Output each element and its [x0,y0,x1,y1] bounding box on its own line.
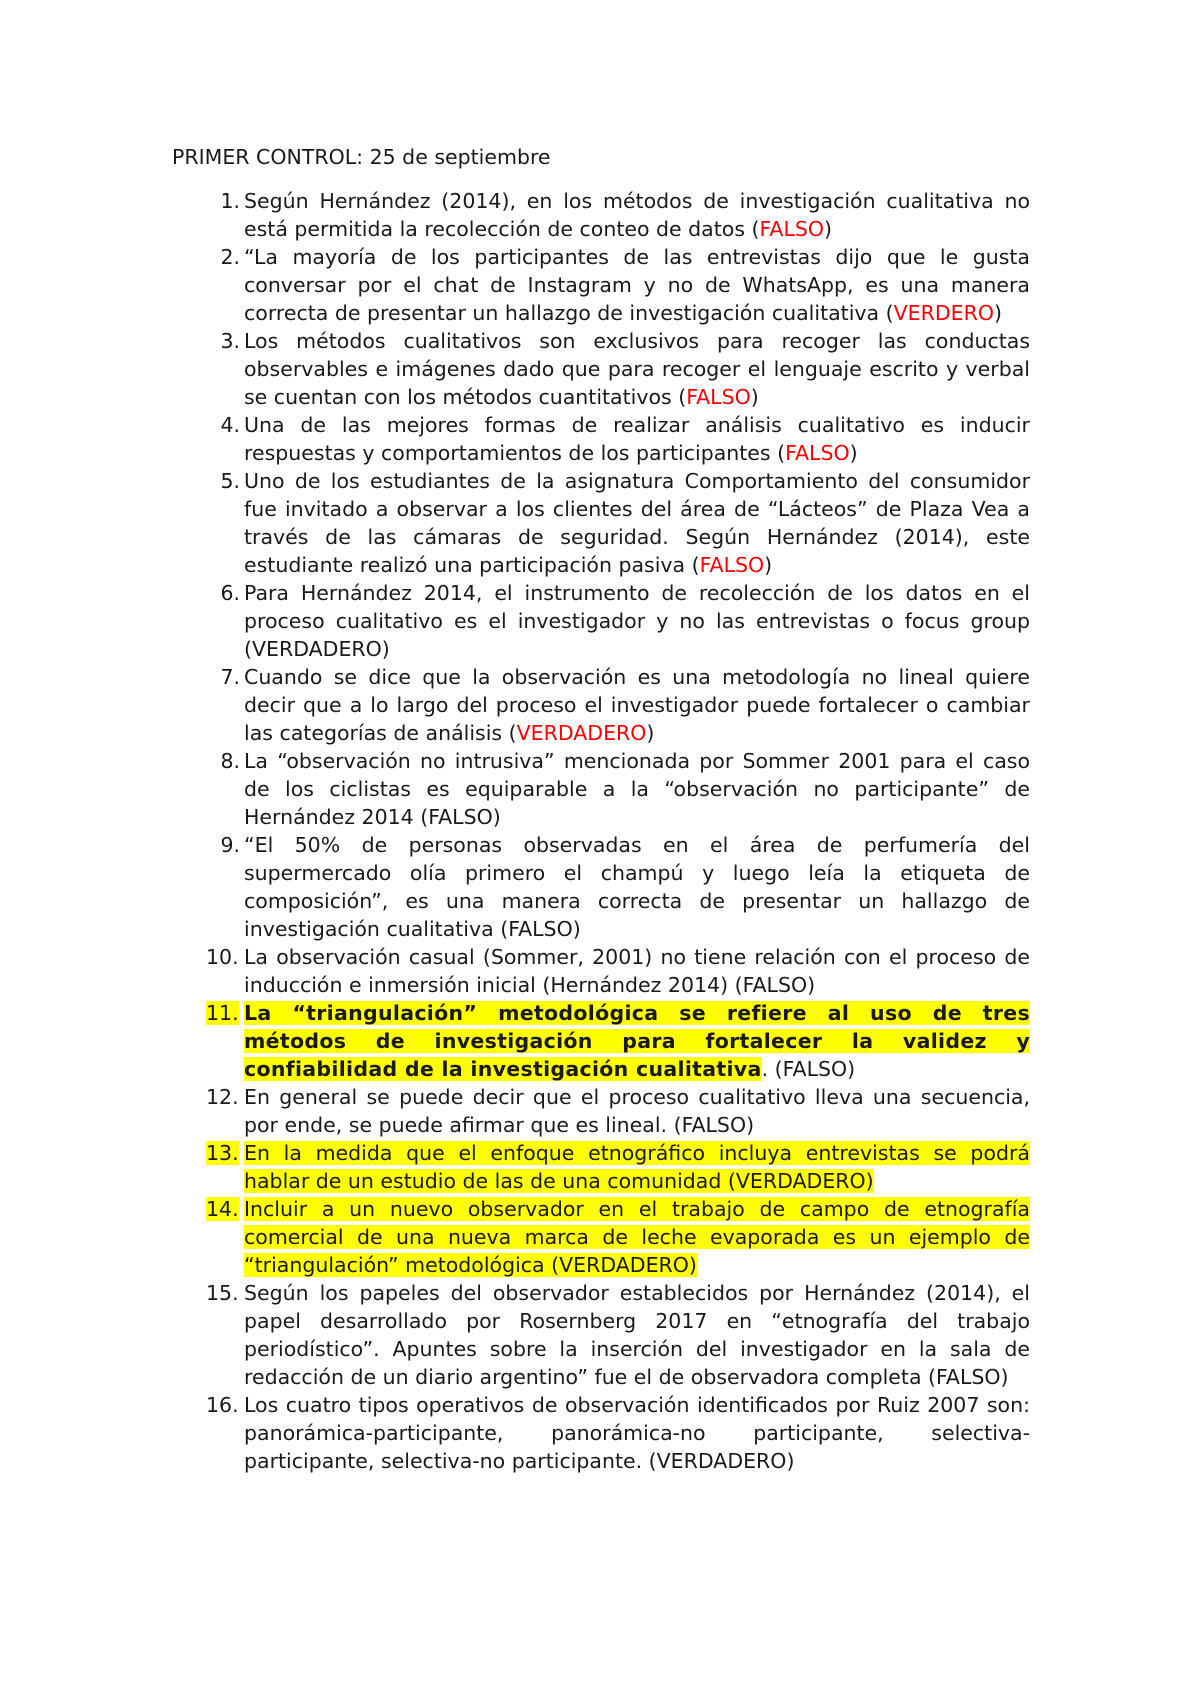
question-number: 16. [206,1393,239,1417]
question-body: Cuando se dice que la observación es una metodología no lineal quiere decir que a lo largo del proceso el investigador puede fortalecer o cambiar las categorías de análisis ( [244,665,1030,745]
answer-close: ) [764,553,773,577]
question-item-13 [0,1139,1030,1195]
question-text: En general se puede decir que el proceso cualitativo lleva una secuencia, por ende, se puede afirmar que es lineal. (FALSO) [244,1085,1030,1137]
question-text [244,243,1030,327]
question-number: 8. [220,749,240,773]
highlighted-bold-text: La “triangulación” metodológica se refiere al uso de tres métodos de investigación para fortalecer la validez y confiabilidad de la investigación cualitativa [244,1001,1030,1081]
question-text: Según los papeles del observador establecidos por Hernández (2014), el papel desarrollado por Rosernberg 2017 en “etnografía del trabajo periodístico”. Apuntes sobre la inserción del investigador en la sala de redacción de un diario argentino” fue el de observadora completa (FALSO) [244,1281,1030,1389]
document-title: PRIMER CONTROL: 25 de septiembre [172,145,551,169]
question-number [0,1195,244,1223]
question-item-12 [0,1083,1030,1139]
answer-close: ) [993,301,1002,325]
question-text: La “observación no intrusiva” mencionada por Sommer 2001 para el caso de los ciclistas es equiparable a la “observación no participante” de Hernández 2014 (FALSO) [244,749,1030,829]
highlighted-number: 11. [206,1001,239,1025]
question-body: Según Hernández (2014), en los métodos de investigación cualitativa no está permitida la recolección de conteo de datos ( [244,189,1030,241]
question-item-4 [0,411,1030,467]
answer-close: ) [646,721,655,745]
question-text: La observación casual (Sommer, 2001) no tiene relación con el proceso de inducción e inmersión inicial (Hernández 2014) (FALSO) [244,945,1030,997]
question-number: 3. [220,329,240,353]
question-text [244,187,1030,243]
question-item-16 [0,1391,1030,1475]
highlighted-number: 13. [206,1141,239,1165]
question-body: “La mayoría de los participantes de las entrevistas dijo que le gusta conversar por el chat de Instagram y no de WhatsApp, es una manera correcta de presentar un hallazgo de investigación cualitativa ( [244,245,1030,325]
question-item-8 [0,747,1030,831]
question-item-14 [0,1195,1030,1279]
question-item-6 [0,579,1030,663]
question-text [244,411,1030,467]
question-number: 6. [220,581,240,605]
question-body: Una de las mejores formas de realizar análisis cualitativo es inducir respuestas y comportamientos de los participantes ( [244,413,1030,465]
question-number [0,999,244,1027]
question-item-3 [0,327,1030,411]
question-item-15 [0,1279,1030,1391]
question-text: Los cuatro tipos operativos de observación identificados por Ruiz 2007 son: panorámica-participante, panorámica-no participante, selectiva-participante, selectiva-no participante. (VERDADERO) [244,1393,1030,1473]
answer-label: FALSO [699,553,765,577]
question-number [0,1139,244,1167]
answer-label: FALSO [686,385,751,409]
question-item-9 [0,831,1030,943]
question-item-2 [0,243,1030,327]
question-number: 9. [220,833,240,857]
answer-label: FALSO [759,217,825,241]
question-item-11 [0,999,1030,1083]
answer-label: FALSO [785,441,850,465]
question-body: Los métodos cualitativos son exclusivos para recoger las conductas observables e imágenes dado que para recoger el lenguaje escrito y verbal se cuentan con los métodos cuantitativos ( [244,329,1030,409]
highlighted-number: 14. [206,1197,239,1221]
question-number: 15. [206,1281,239,1305]
question-text [244,327,1030,411]
question-number: 4. [220,413,240,437]
question-number: 5. [220,469,240,493]
question-text [244,999,1030,1083]
question-number: 1. [220,189,240,213]
answer-close: . (FALSO) [761,1057,856,1081]
answer-label: VERDADERO [516,721,647,745]
question-text [244,663,1030,747]
question-number: 10. [206,945,239,969]
answer-close: ) [750,385,759,409]
answer-close: ) [824,217,833,241]
question-item-5 [0,467,1030,579]
answer-close: ) [849,441,858,465]
question-body: Uno de los estudiantes de la asignatura Comportamiento del consumidor fue invitado a observar a los clientes del área de “Lácteos” de Plaza Vea a través de las cámaras de seguridad. Según Hernández (2014), este estudiante realizó una participación pasiva ( [244,469,1030,577]
highlighted-text: En la medida que el enfoque etnográfico incluya entrevistas se podrá hablar de un estudio de las de una comunidad (VERDADERO) [244,1141,1030,1193]
question-text [244,467,1030,579]
question-text [244,1195,1030,1279]
question-number: 2. [220,245,240,269]
question-item-10 [0,943,1030,999]
question-text: “El 50% de personas observadas en el área de perfumería del supermercado olía primero el champú y luego leía la etiqueta de composición”, es una manera correcta de presentar un hallazgo de investigación cualitativa (FALSO) [244,833,1030,941]
question-text: Para Hernández 2014, el instrumento de recolección de los datos en el proceso cualitativo es el investigador y no las entrevistas o focus group (VERDADERO) [244,581,1030,661]
highlighted-text: Incluir a un nuevo observador en el trabajo de campo de etnografía comercial de una nueva marca de leche evaporada es un ejemplo de “triangulación” metodológica (VERDADERO) [244,1197,1030,1277]
question-number: 7. [220,665,240,689]
question-list [0,187,1200,1475]
question-item-1 [0,187,1030,243]
question-text [244,1139,1030,1195]
question-item-7 [0,663,1030,747]
answer-label: VERDERO [893,301,994,325]
question-number: 12. [206,1085,239,1109]
